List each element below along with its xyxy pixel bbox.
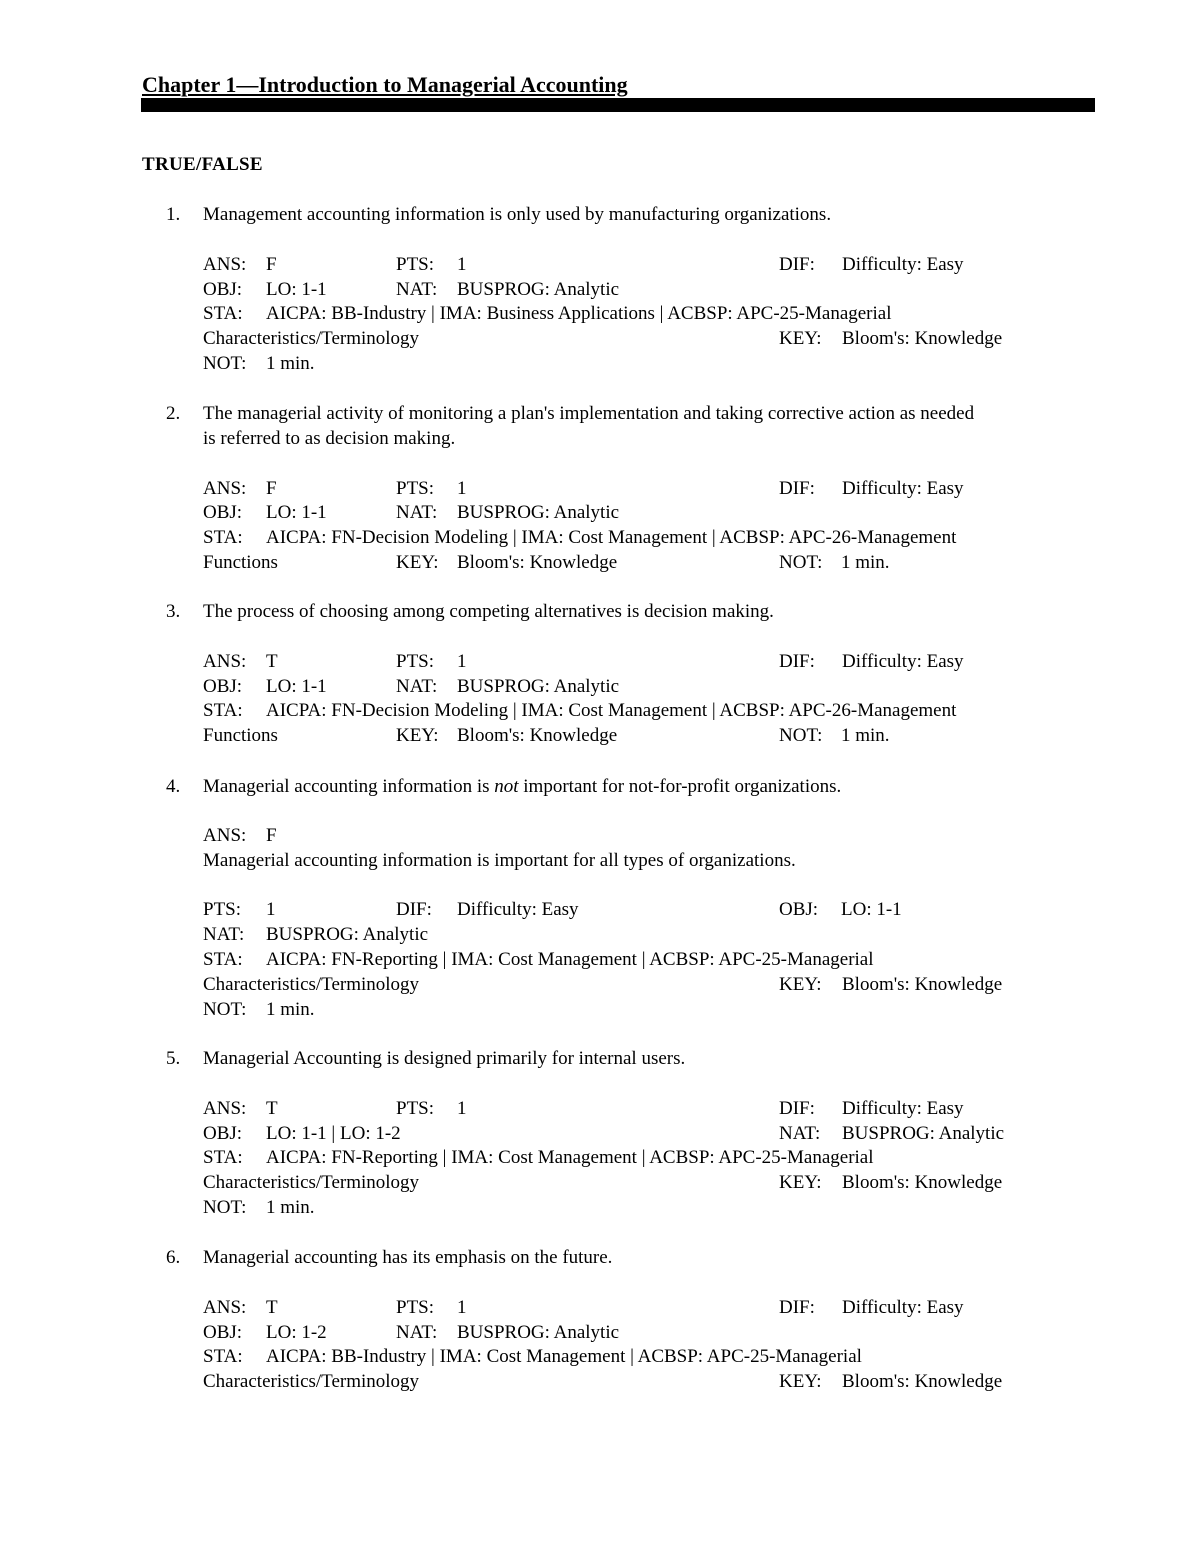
pts-value: 1	[457, 1296, 467, 1318]
obj-value: LO: 1-1	[841, 899, 902, 921]
obj-field	[779, 898, 902, 923]
meta-line	[203, 278, 1083, 303]
question-text-start: Managerial accounting information is	[203, 776, 495, 797]
sta-continued: Functions	[203, 725, 278, 747]
nat-label: NAT:	[396, 502, 438, 524]
key-value: Bloom's: Knowledge	[842, 1371, 1003, 1393]
chapter-title: Chapter 1—Introduction to Managerial Accounting	[142, 72, 628, 97]
nat-value: BUSPROG: Analytic	[457, 1321, 620, 1343]
key-value: Bloom's: Knowledge	[842, 1172, 1003, 1194]
key-field	[779, 327, 1002, 352]
sta-continued: Characteristics/Terminology	[203, 1172, 420, 1194]
key-label: KEY:	[779, 1371, 822, 1393]
answer-meta	[203, 253, 1083, 377]
key-value: Bloom's: Knowledge	[842, 328, 1003, 350]
sta-label: STA:	[203, 1147, 243, 1169]
meta-line	[203, 650, 1083, 675]
obj-value: LO: 1-1	[266, 278, 327, 300]
answer-meta	[203, 477, 1083, 576]
obj-value: LO: 1-1 | LO: 1-2	[266, 1122, 401, 1144]
obj-label: OBJ:	[203, 675, 243, 697]
question-text: Managerial Accounting is designed primarily for internal users.	[203, 1048, 686, 1069]
sta-continued: Characteristics/Terminology	[203, 328, 420, 350]
not-field	[203, 352, 315, 377]
pts-field	[396, 1097, 467, 1122]
question-text: Management accounting information is only used by manufacturing organizations.	[203, 204, 832, 225]
meta-line	[203, 1370, 1083, 1395]
sta-field	[203, 526, 956, 551]
nat-value: BUSPROG: Analytic	[457, 675, 620, 697]
obj-field	[203, 1321, 327, 1346]
key-label: KEY:	[396, 551, 439, 573]
sta-continued: Functions	[203, 551, 278, 573]
question-text	[203, 775, 1083, 800]
nat-value: BUSPROG: Analytic	[457, 502, 620, 524]
dif-field	[779, 1296, 964, 1321]
key-value: Bloom's: Knowledge	[457, 725, 618, 747]
dif-value: Difficulty: Easy	[842, 1296, 964, 1318]
key-field	[779, 1370, 1002, 1395]
meta-line	[203, 973, 1083, 998]
obj-label: OBJ:	[203, 278, 243, 300]
ans-field	[203, 1097, 278, 1122]
ans-field	[203, 650, 278, 675]
dif-field	[396, 898, 579, 923]
meta-line	[203, 551, 1083, 576]
pts-value: 1	[457, 650, 467, 672]
answer-meta	[203, 1296, 1083, 1395]
not-value: 1 min.	[841, 725, 890, 747]
obj-label: OBJ:	[203, 502, 243, 524]
not-label: NOT:	[203, 352, 247, 374]
nat-field	[396, 278, 619, 303]
not-field	[203, 1196, 315, 1221]
meta-line	[203, 948, 1083, 973]
dif-label: DIF:	[779, 477, 815, 499]
not-label: NOT:	[779, 551, 823, 573]
meta-line	[203, 1296, 1083, 1321]
dif-field	[779, 477, 964, 502]
question-text-end: important for not-for-profit organizations.	[518, 776, 842, 797]
nat-value: BUSPROG: Analytic	[842, 1122, 1005, 1144]
meta-line	[203, 998, 1083, 1023]
nat-label: NAT:	[396, 1321, 438, 1343]
question-body	[203, 1246, 1083, 1395]
nat-label: NAT:	[203, 924, 245, 946]
not-value: 1 min.	[266, 1196, 315, 1218]
question-body	[203, 775, 1083, 1022]
not-field	[203, 998, 315, 1023]
meta-line	[203, 1122, 1083, 1147]
dif-label: DIF:	[779, 1296, 815, 1318]
sta-value: AICPA: FN-Reporting | IMA: Cost Management | ACBSP: APC-25-Managerial	[266, 1147, 874, 1169]
sta-field	[203, 1345, 862, 1370]
key-value: Bloom's: Knowledge	[842, 973, 1003, 995]
pts-label: PTS:	[396, 1296, 435, 1318]
pts-label: PTS:	[396, 1097, 435, 1119]
sta-field	[203, 948, 874, 973]
sta-value: AICPA: BB-Industry | IMA: Business Applications | ACBSP: APC-25-Managerial	[266, 303, 892, 325]
meta-line	[203, 675, 1083, 700]
meta-line	[203, 849, 1083, 874]
answer-meta	[203, 1097, 1083, 1221]
meta-line	[203, 253, 1083, 278]
sta-value: AICPA: FN-Decision Modeling | IMA: Cost Management | ACBSP: APC-26-Management	[266, 700, 957, 722]
obj-label: OBJ:	[779, 899, 819, 921]
question-body	[203, 203, 1083, 377]
sta-label: STA:	[203, 700, 243, 722]
ans-field	[203, 824, 277, 849]
dif-field	[779, 650, 964, 675]
dif-field	[779, 1097, 964, 1122]
not-value: 1 min.	[266, 352, 315, 374]
meta-line	[203, 1345, 1083, 1370]
pts-field	[396, 650, 467, 675]
meta-line	[203, 1146, 1083, 1171]
key-field	[396, 551, 617, 576]
not-field	[779, 724, 890, 749]
ans-label: ANS:	[203, 477, 247, 499]
nat-field	[396, 1321, 619, 1346]
question-number: 3.	[166, 601, 181, 622]
ans-label: ANS:	[203, 253, 247, 275]
sta-value: AICPA: FN-Decision Modeling | IMA: Cost Management | ACBSP: APC-26-Management	[266, 527, 957, 549]
not-label: NOT:	[203, 1196, 247, 1218]
sta-continued: Characteristics/Terminology	[203, 973, 420, 995]
dif-field	[779, 253, 964, 278]
pts-label: PTS:	[396, 477, 435, 499]
obj-field	[203, 1122, 401, 1147]
dif-value: Difficulty: Easy	[842, 477, 964, 499]
not-field	[779, 551, 890, 576]
pts-label: PTS:	[203, 899, 242, 921]
question-number: 2.	[166, 403, 181, 424]
ans-value: F	[266, 477, 277, 499]
meta-line	[203, 699, 1083, 724]
answer-meta	[203, 824, 1083, 1023]
meta-line	[203, 352, 1083, 377]
nat-label: NAT:	[396, 675, 438, 697]
nat-field	[396, 501, 619, 526]
meta-line	[203, 1321, 1083, 1346]
dif-value: Difficulty: Easy	[457, 899, 579, 921]
ans-value: T	[266, 1296, 278, 1318]
sta-field	[203, 302, 892, 327]
ans-value: T	[266, 650, 278, 672]
ans-label: ANS:	[203, 650, 247, 672]
nat-field	[779, 1122, 1004, 1147]
dif-value: Difficulty: Easy	[842, 650, 964, 672]
nat-label: NAT:	[396, 278, 438, 300]
question-number: 6.	[166, 1247, 181, 1268]
question-body	[203, 402, 1083, 576]
pts-label: PTS:	[396, 650, 435, 672]
question-body	[203, 600, 1083, 749]
pts-label: PTS:	[396, 253, 435, 275]
pts-field	[396, 477, 467, 502]
meta-line	[203, 824, 1083, 849]
answer-meta	[203, 650, 1083, 749]
obj-value: LO: 1-2	[266, 1321, 327, 1343]
obj-label: OBJ:	[203, 1321, 243, 1343]
question-text: Managerial accounting has its emphasis on the future.	[203, 1247, 613, 1268]
sta-label: STA:	[203, 948, 243, 970]
obj-field	[203, 278, 327, 303]
question-number: 1.	[166, 204, 181, 225]
ans-field	[203, 253, 277, 278]
not-value: 1 min.	[841, 551, 890, 573]
pts-value: 1	[457, 1097, 467, 1119]
question-number: 5.	[166, 1048, 181, 1069]
question-body	[203, 1047, 1083, 1221]
ans-value: T	[266, 1097, 278, 1119]
not-label: NOT:	[779, 725, 823, 747]
ans-value: F	[266, 253, 277, 275]
meta-line	[203, 1196, 1083, 1221]
meta-line	[203, 1097, 1083, 1122]
key-field	[779, 1171, 1002, 1196]
pts-field	[396, 253, 467, 278]
question-number: 4.	[166, 776, 181, 797]
ans-field	[203, 477, 277, 502]
obj-value: LO: 1-1	[266, 502, 327, 524]
title-rule	[141, 98, 1095, 112]
pts-value: 1	[266, 899, 276, 921]
key-field	[396, 724, 617, 749]
dif-label: DIF:	[396, 899, 432, 921]
meta-line	[203, 501, 1083, 526]
question-text: The managerial activity of monitoring a plan's implementation and taking corrective action as needed	[203, 403, 975, 424]
sta-label: STA:	[203, 303, 243, 325]
answer-feedback: Managerial accounting information is important for all types of organizations.	[203, 849, 796, 871]
nat-value: BUSPROG: Analytic	[266, 924, 429, 946]
obj-value: LO: 1-1	[266, 675, 327, 697]
key-label: KEY:	[396, 725, 439, 747]
meta-line	[203, 923, 1083, 948]
sta-field	[203, 1146, 874, 1171]
meta-line	[203, 477, 1083, 502]
pts-value: 1	[457, 477, 467, 499]
section-heading: TRUE/FALSE	[142, 154, 263, 175]
pts-field	[396, 1296, 467, 1321]
ans-field	[203, 1296, 278, 1321]
key-value: Bloom's: Knowledge	[457, 551, 618, 573]
sta-continued: Characteristics/Terminology	[203, 1371, 420, 1393]
sta-label: STA:	[203, 1346, 243, 1368]
nat-value: BUSPROG: Analytic	[457, 278, 620, 300]
obj-label: OBJ:	[203, 1122, 243, 1144]
question-text-continued: is referred to as decision making.	[203, 427, 456, 449]
nat-field	[396, 675, 619, 700]
meta-line	[203, 302, 1083, 327]
sta-field	[203, 699, 956, 724]
dif-value: Difficulty: Easy	[842, 253, 964, 275]
sta-value: AICPA: FN-Reporting | IMA: Cost Management | ACBSP: APC-25-Managerial	[266, 948, 874, 970]
meta-line	[203, 327, 1083, 352]
meta-line	[203, 724, 1083, 749]
nat-label: NAT:	[779, 1122, 821, 1144]
key-label: KEY:	[779, 973, 822, 995]
dif-label: DIF:	[779, 253, 815, 275]
meta-line	[203, 1171, 1083, 1196]
emphasis-word: not	[494, 776, 519, 797]
not-value: 1 min.	[266, 998, 315, 1020]
dif-label: DIF:	[779, 650, 815, 672]
question-text: The process of choosing among competing alternatives is decision making.	[203, 601, 774, 622]
pts-value: 1	[457, 253, 467, 275]
ans-label: ANS:	[203, 824, 247, 846]
key-label: KEY:	[779, 1172, 822, 1194]
ans-label: ANS:	[203, 1296, 247, 1318]
obj-field	[203, 675, 327, 700]
dif-value: Difficulty: Easy	[842, 1097, 964, 1119]
obj-field	[203, 501, 327, 526]
ans-value: F	[266, 824, 277, 846]
ans-label: ANS:	[203, 1097, 247, 1119]
nat-field	[203, 923, 428, 948]
key-label: KEY:	[779, 328, 822, 350]
meta-line	[203, 898, 1083, 923]
sta-value: AICPA: BB-Industry | IMA: Cost Management | ACBSP: APC-25-Managerial	[266, 1346, 862, 1368]
dif-label: DIF:	[779, 1097, 815, 1119]
meta-line	[203, 526, 1083, 551]
not-label: NOT:	[203, 998, 247, 1020]
pts-field	[203, 898, 276, 923]
sta-label: STA:	[203, 527, 243, 549]
key-field	[779, 973, 1002, 998]
